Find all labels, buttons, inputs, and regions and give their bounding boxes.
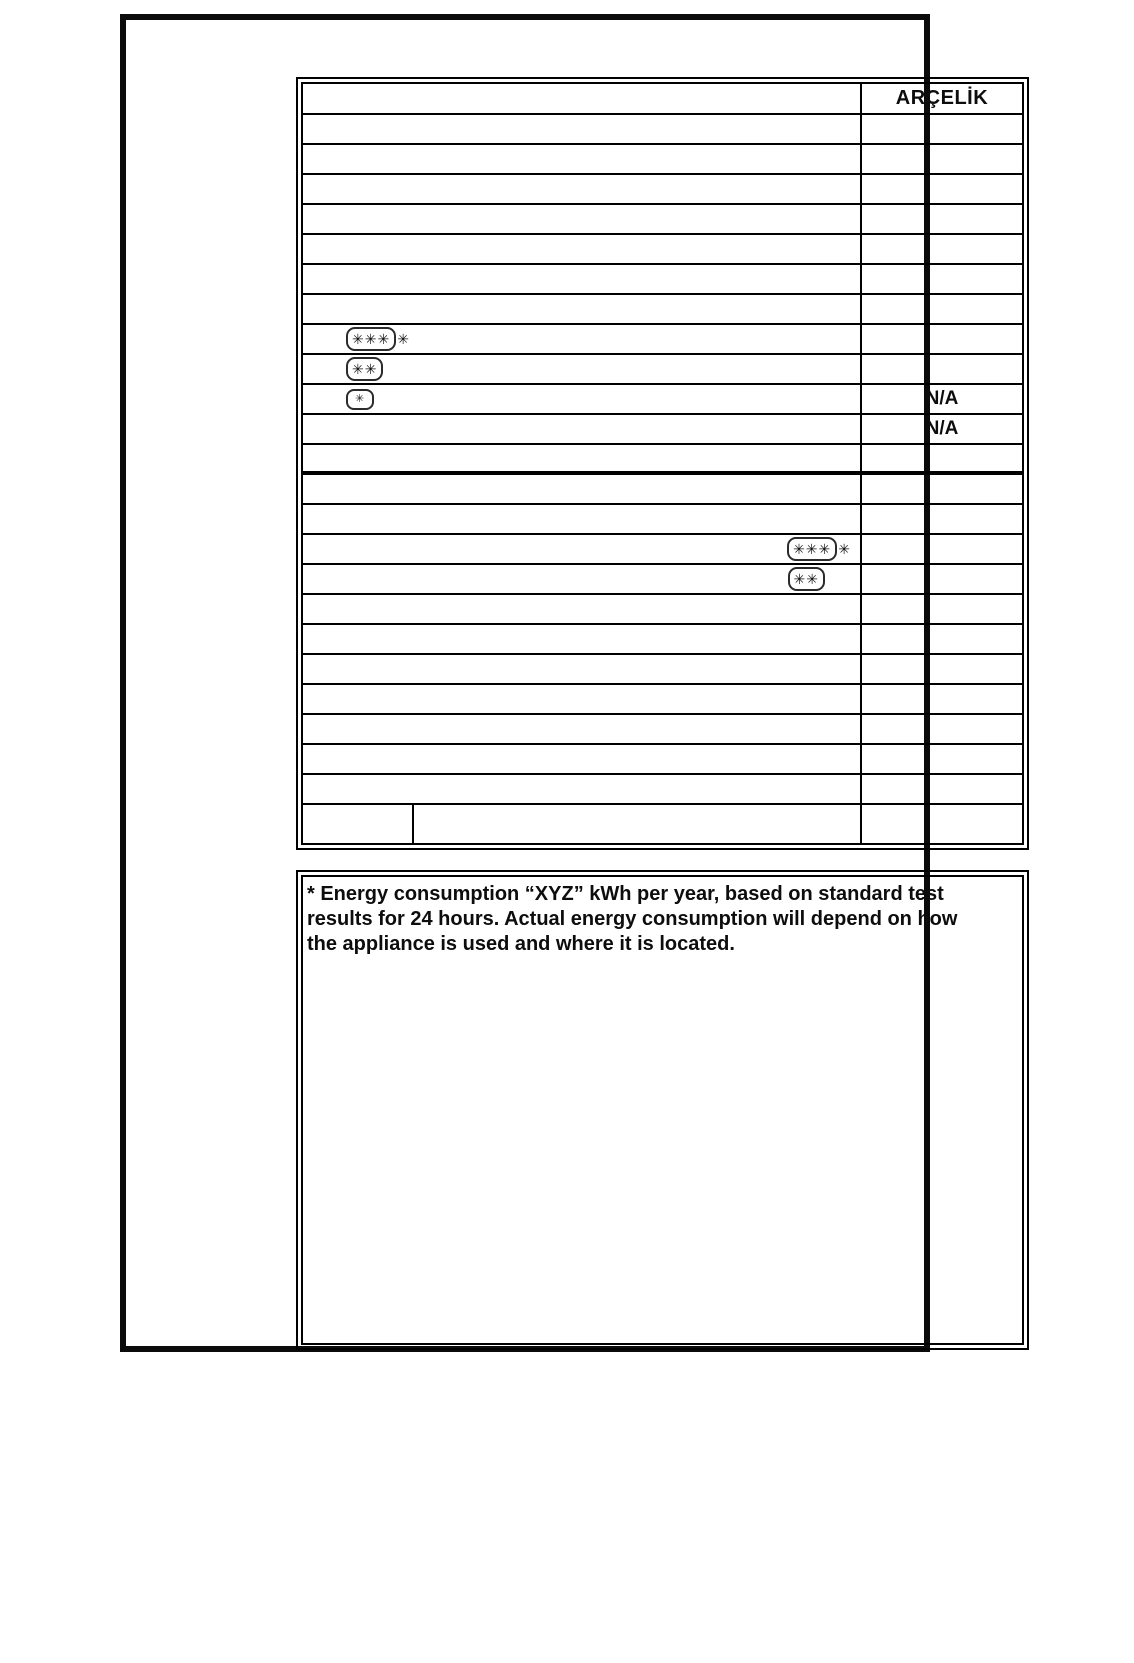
table-row (303, 505, 1022, 535)
brand-name: ARÇELİK (895, 87, 989, 109)
freezer-1-star-icon: ✳ (346, 389, 374, 410)
note-box-inner (301, 875, 1024, 1345)
table-row (303, 685, 1022, 715)
table-row-two-star (303, 355, 1022, 385)
page-frame (120, 14, 989, 1352)
header-label-cell (303, 84, 860, 113)
note-line: the appliance is used and where it is located. (307, 933, 735, 955)
table-row (303, 595, 1022, 625)
note-line: * Energy consumption “XYZ” kWh per year, based on standard test (307, 883, 944, 905)
value-na: N/A (925, 388, 959, 409)
table-row (303, 775, 1022, 805)
table-row (303, 265, 1022, 295)
freezer-2-star-icon: ✳✳ (788, 567, 825, 591)
table-row-bottom (303, 805, 1022, 843)
note-line: results for 24 hours. Actual energy consumption will depend on how (307, 908, 958, 930)
section-divider-row (303, 445, 1022, 475)
table-row (303, 625, 1022, 655)
freezer-4-star-icon: ✳✳✳ (787, 537, 837, 561)
table-row (303, 205, 1022, 235)
table-row (303, 715, 1022, 745)
table-row-one-star (303, 385, 1022, 415)
table-row-na (303, 415, 1022, 445)
note-box (296, 870, 1029, 1350)
freezer-2-star-icon: ✳✳ (346, 357, 383, 381)
header-row (303, 84, 1022, 115)
table-row (303, 235, 1022, 265)
bottom-sub-cell (303, 805, 414, 843)
table-row (303, 295, 1022, 325)
table-row-four-star-right (303, 535, 1022, 565)
brand-cell (860, 84, 1022, 113)
fourth-star-icon: ✳ (838, 541, 850, 557)
spec-table-grid (301, 82, 1024, 845)
table-row-four-star (303, 325, 1022, 355)
fourth-star-icon: ✳ (397, 331, 409, 347)
table-row-two-star-right (303, 565, 1022, 595)
table-row (303, 115, 1022, 145)
table-row (303, 475, 1022, 505)
table-row (303, 175, 1022, 205)
table-row (303, 745, 1022, 775)
table-row (303, 145, 1022, 175)
value-na: N/A (925, 418, 959, 439)
spec-table (296, 77, 1029, 850)
freezer-4-star-icon: ✳✳✳ (346, 327, 396, 351)
table-row (303, 655, 1022, 685)
